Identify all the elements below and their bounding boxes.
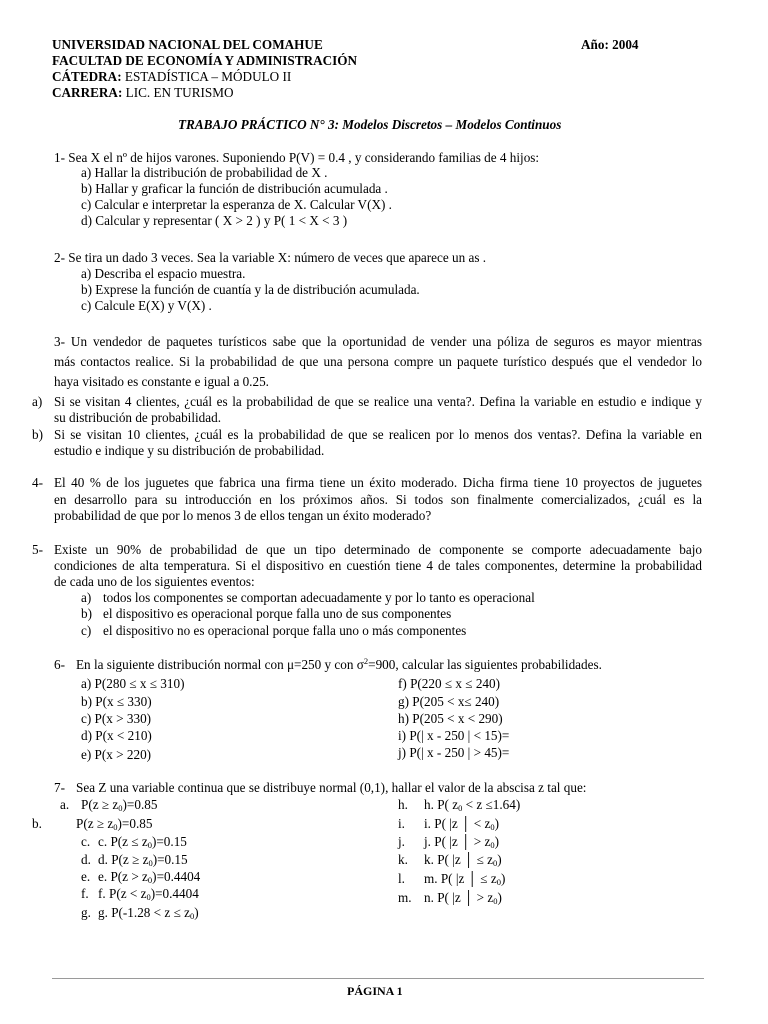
exercise-4-marker: 4- <box>32 475 43 490</box>
page-title: TRABAJO PRÁCTICO N° 3: Modelos Discretos – Modelos Continuos <box>178 117 562 132</box>
exercise-6-stem-a: En la siguiente distribución normal con μ=250 y con σ <box>76 657 364 672</box>
exercise-6-item-a: a) P(280 ≤ x ≤ 310) <box>81 676 185 691</box>
exercise-6-item-j: j) P(| x - 250 | > 45)= <box>398 745 510 760</box>
exercise-7-item-l-marker: l. <box>398 871 405 886</box>
exercise-7-item-h <box>424 797 520 814</box>
exercise-6-stem-b: =900, calcular las siguientes probabilidades. <box>368 657 602 672</box>
catedra-value: ESTADÍSTICA – MÓDULO II <box>121 69 292 84</box>
exercise-7-item-b <box>76 816 152 833</box>
exercise-5-line-2: condiciones de alta temperatura. Si el dispositivo en cuestión tiene 4 de tales componentes, determine la probabilidad <box>54 558 702 573</box>
exercise-7-item-k-sub: 0 <box>493 858 498 868</box>
exercise-7-item-m <box>424 890 502 907</box>
exercise-7-item-h-marker: h. <box>398 797 408 812</box>
exercise-7-item-m-marker: m. <box>398 890 412 905</box>
exercise-7-item-c-post: )=0.15 <box>151 834 187 849</box>
exercise-7-item-d-post: )=0.15 <box>152 852 188 867</box>
exercise-5-item-b-marker: b) <box>81 606 92 621</box>
exercise-1-stem: 1- Sea X el nº de hijos varones. Suponiendo P(V) = 0.4 , y considerando familias de 4 hijos: <box>54 150 540 165</box>
exercise-6-item-d: d) P(x < 210) <box>81 728 152 743</box>
exercise-7-item-j-pre: j. P( |z │ > z <box>424 834 491 849</box>
exercise-3a-line-1: Si se visitan 4 clientes, ¿cuál es la probabilidad de que se realice una venta?. Defina la variable en estudio e indique y <box>54 394 702 409</box>
exercise-7-item-f-post: )=0.4404 <box>150 886 199 901</box>
exercise-7-item-e-sub: 0 <box>147 875 153 885</box>
exercise-7-item-c-sub: 0 <box>147 840 152 850</box>
exercise-7-item-l-pre: m. P( |z │ ≤ z <box>424 871 497 886</box>
exercise-1-item-d: d) Calcular y representar ( X > 2 ) y P( 1 < X < 3 ) <box>81 213 348 228</box>
exercise-5-line-3: de cada uno de los siguientes eventos: <box>54 574 255 589</box>
exercise-4-line-3: probabilidad de que por lo menos 3 de ellos tengan un éxito moderado? <box>54 508 432 523</box>
exercise-7-item-i-marker: i. <box>398 816 405 831</box>
exercise-7-item-b-marker: b. <box>32 816 42 831</box>
exercise-7-item-a-post: )=0.85 <box>122 797 158 812</box>
university-name: UNIVERSIDAD NACIONAL DEL COMAHUE <box>52 37 323 52</box>
exercise-2-item-a: a) Describa el espacio muestra. <box>81 266 246 281</box>
exercise-7-item-a-pre: P(z ≥ z <box>81 797 119 812</box>
exercise-7-item-i <box>424 816 499 833</box>
exercise-7-item-d-pre: d. P(z ≥ z <box>98 852 149 867</box>
exercise-3-line-2: más contactos realice. Si la probabilidad de que una persona compre un paquete turístico después que el vendedor lo <box>54 354 702 369</box>
year-label: Año: 2004 <box>581 37 639 52</box>
exercise-6-marker: 6- <box>54 657 65 672</box>
exercise-1-item-c: c) Calcular e interpretar la esperanza de X. Calcular V(X) . <box>81 197 392 212</box>
footer-rule <box>52 978 704 979</box>
exercise-6-item-b: b) P(x ≤ 330) <box>81 694 152 709</box>
exercise-2-item-b: b) Exprese la función de cuantía y la de distribución acumulada. <box>81 282 420 297</box>
exercise-7-item-m-pre: n. P( |z │ > z <box>424 890 494 905</box>
exercise-3a-marker: a) <box>32 394 43 409</box>
exercise-7-item-m-sub: 0 <box>493 896 498 906</box>
carrera-label: CARRERA: <box>52 85 123 100</box>
exercise-7-item-k <box>424 852 502 869</box>
exercise-3-line-1: 3- Un vendedor de paquetes turísticos sabe que la oportunidad de vender una póliza de seguros es mayor mientras <box>54 334 702 349</box>
exercise-6-item-h: h) P(205 < x < 290) <box>398 711 503 726</box>
exercise-7-item-a-sub: 0 <box>118 803 123 813</box>
exercise-3b-marker: b) <box>32 427 43 442</box>
exercise-7-item-c-pre: c. P(z ≤ z <box>98 834 148 849</box>
exercise-5-item-a: todos los componentes se comportan adecuadamente y por lo tanto es operacional <box>103 590 535 605</box>
exercise-7-item-d-sub: 0 <box>148 858 153 868</box>
exercise-7-item-d <box>98 852 188 869</box>
exercise-2-item-c: c) Calcule E(X) y V(X) . <box>81 298 212 313</box>
faculty-name: FACULTAD DE ECONOMÍA Y ADMINISTRACIÓN <box>52 53 358 68</box>
exercise-7-item-c-marker: c. <box>81 834 91 849</box>
exercise-7-stem: Sea Z una variable continua que se distribuye normal (0,1), hallar el valor de la abscisa z tal que: <box>76 780 587 795</box>
exercise-7-item-f-marker: f. <box>81 886 89 901</box>
exercise-3b-line-2: estudio e indique y su distribución de probabilidad. <box>54 443 325 458</box>
exercise-7-item-k-marker: k. <box>398 852 408 867</box>
exercise-7-item-i-pre: i. P( |z │ < z <box>424 816 491 831</box>
exercise-5-item-c: el dispositivo no es operacional porque falla uno o más componentes <box>103 623 467 638</box>
exercise-7-item-h-post: < z ≤1.64) <box>462 797 521 812</box>
exercise-7-item-g-pre: g. P(-1.28 < z ≤ z <box>98 905 190 920</box>
exercise-7-item-l-post: ) <box>500 871 506 886</box>
exercise-7-item-k-post: ) <box>497 852 502 867</box>
exercise-6-item-f: f) P(220 ≤ x ≤ 240) <box>398 676 501 691</box>
exercise-7-item-b-pre: P(z ≥ z <box>76 816 114 831</box>
exercise-7-item-l <box>424 871 505 888</box>
exercise-7-item-g-sub: 0 <box>189 911 195 921</box>
exercise-7-item-i-post: ) <box>494 816 499 831</box>
exercise-7-item-g-post: ) <box>194 905 199 920</box>
exercise-7-item-a <box>81 797 157 814</box>
exercise-6-item-g: g) P(205 < x≤ 240) <box>398 694 500 709</box>
exercise-7-marker: 7- <box>54 780 65 795</box>
exercise-4-line-2: en desarrollo para su introducción en los próximos años. Si todos son finalmente comercializados, ¿cuál es la <box>54 492 702 507</box>
exercise-6-stem-sup: 2 <box>363 656 369 666</box>
exercise-6-stem <box>76 657 602 674</box>
exercise-7-item-j <box>424 834 499 851</box>
exercise-7-item-j-post: ) <box>494 834 499 849</box>
exercise-3-line-3: haya visitado es constante e igual a 0.25. <box>54 374 269 389</box>
exercise-6-item-c: c) P(x > 330) <box>81 711 152 726</box>
exercise-7-item-m-post: ) <box>497 890 502 905</box>
exercise-6-item-i: i) P(| x - 250 | < 15)= <box>398 728 510 743</box>
exercise-4-line-1: El 40 % de los juguetes que fabrica una firma tiene un éxito moderado. Dicha firma tiene 10 proyectos de juguetes <box>54 475 702 490</box>
exercise-6-item-e: e) P(x > 220) <box>81 747 152 762</box>
exercise-7-item-e-pre: e. P(z > z <box>98 869 148 884</box>
exercise-7-item-g-marker: g. <box>81 905 91 920</box>
exercise-7-item-i-sub: 0 <box>490 822 495 832</box>
exercise-7-item-h-sub: 0 <box>458 803 463 813</box>
exercise-5-marker: 5- <box>32 542 43 557</box>
exercise-7-item-e <box>98 869 200 886</box>
page-number: PÁGINA 1 <box>347 984 403 998</box>
exercise-7-item-d-marker: d. <box>81 852 91 867</box>
exercise-7-item-a-marker: a. <box>60 797 70 812</box>
exercise-7-item-f-pre: f. P(z < z <box>98 886 147 901</box>
exercise-7-item-e-marker: e. <box>81 869 91 884</box>
exercise-7-item-b-sub: 0 <box>113 822 118 832</box>
exercise-7-item-j-marker: j. <box>398 834 405 849</box>
catedra-line <box>52 69 291 86</box>
exercise-5-item-a-marker: a) <box>81 590 92 605</box>
exercise-3a-line-2: su distribución de probabilidad. <box>54 410 222 425</box>
carrera-value: LIC. EN TURISMO <box>122 85 234 100</box>
exercise-3b-line-1: Si se visitan 10 clientes, ¿cuál es la probabilidad de que se realicen por lo menos dos ventas?. Defina la variable en <box>54 427 702 442</box>
exercise-7-item-f-sub: 0 <box>146 892 151 902</box>
exercise-7-item-j-sub: 0 <box>490 840 495 850</box>
exercise-7-item-c <box>98 834 187 851</box>
exercise-7-item-e-post: )=0.4404 <box>152 869 201 884</box>
carrera-line <box>52 85 233 102</box>
catedra-label: CÁTEDRA: <box>52 69 122 84</box>
exercise-5-item-c-marker: c) <box>81 623 92 638</box>
exercise-5-item-b: el dispositivo es operacional porque falla uno de sus componentes <box>103 606 452 621</box>
exercise-1-item-b: b) Hallar y graficar la función de distribución acumulada . <box>81 181 388 196</box>
exercise-7-item-k-pre: k. P( |z │ ≤ z <box>424 852 494 867</box>
exercise-7-item-b-post: )=0.85 <box>117 816 153 831</box>
exercise-7-item-h-pre: h. P( z <box>424 797 459 812</box>
exercise-7-item-f <box>98 886 199 903</box>
exercise-7-item-g <box>98 905 199 922</box>
exercise-7-item-l-sub: 0 <box>496 877 501 887</box>
exercise-2-stem: 2- Se tira un dado 3 veces. Sea la variable X: número de veces que aparece un as . <box>54 250 487 265</box>
exercise-1-item-a: a) Hallar la distribución de probabilidad de X . <box>81 165 328 180</box>
exercise-5-line-1: Existe un 90% de probabilidad de que un tipo determinado de componente se comporte adecuadamente bajo <box>54 542 702 557</box>
